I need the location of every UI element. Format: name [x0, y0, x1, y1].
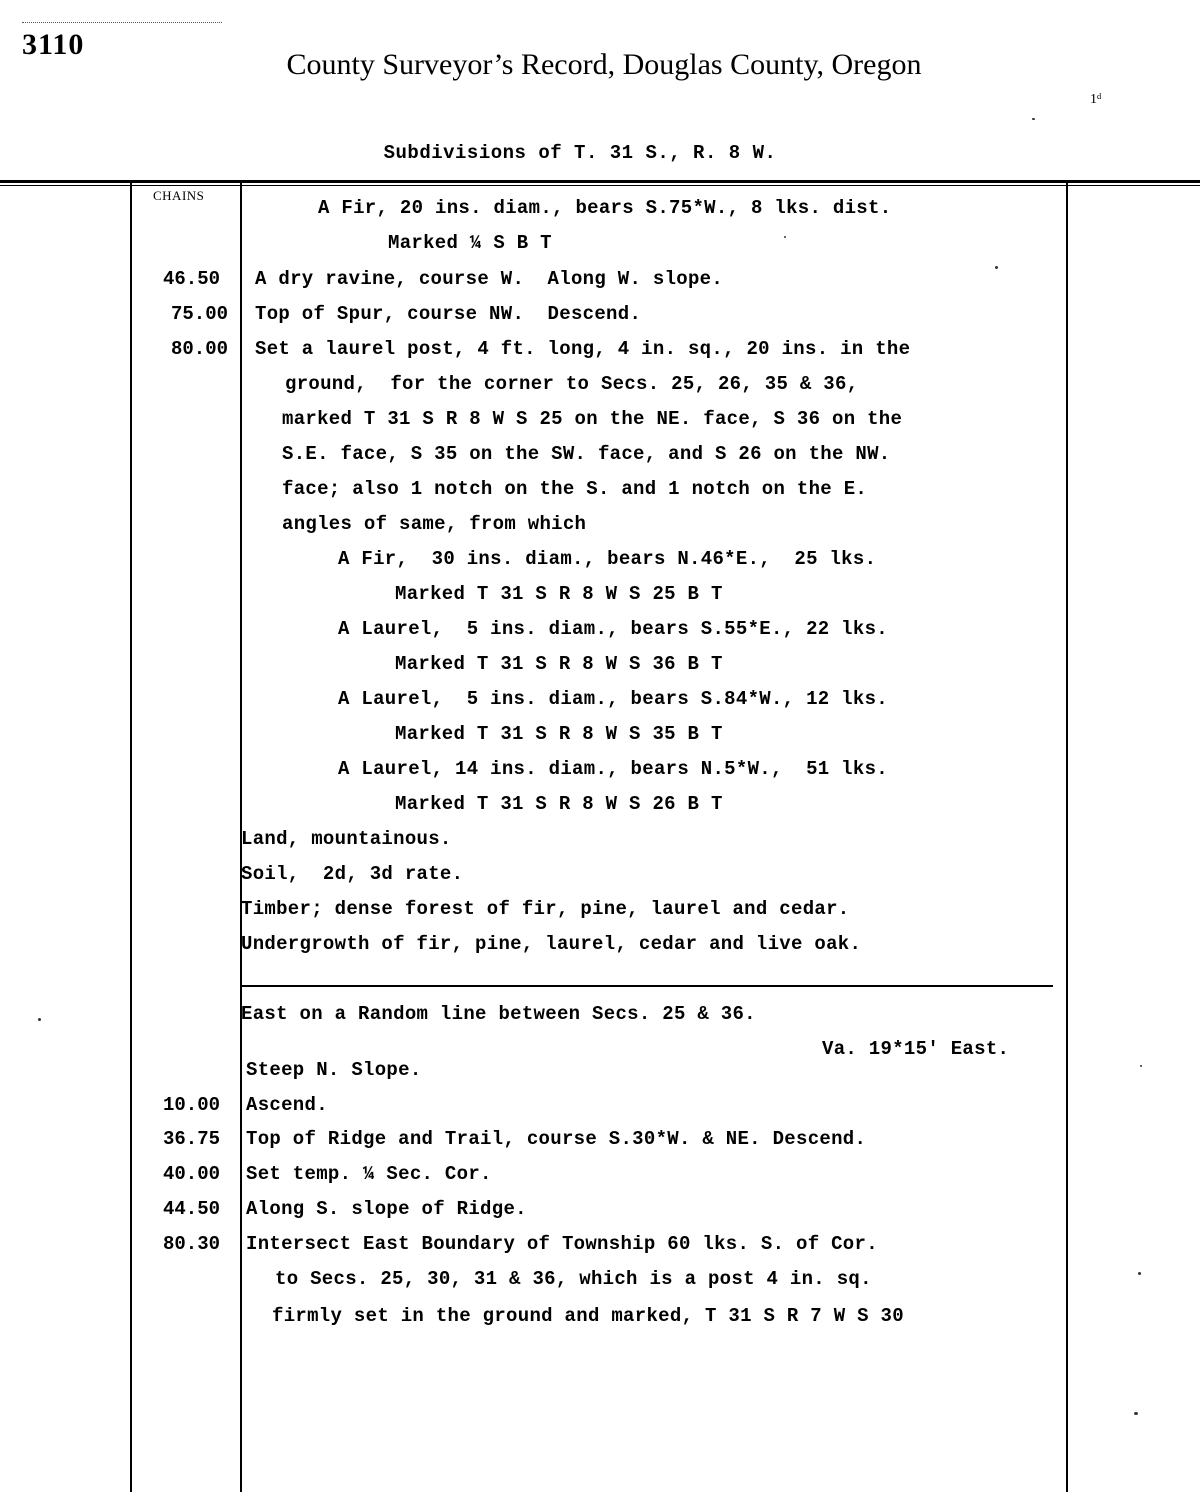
chain-value: 80.00 — [170, 338, 228, 360]
right-column-rule — [1066, 182, 1068, 1492]
record-title: County Surveyor’s Record, Douglas County, Oregon — [286, 48, 922, 81]
field-note-line: A Laurel, 5 ins. diam., bears S.84*W., 12 lks. — [338, 688, 888, 710]
field-note-line: Steep N. Slope. — [246, 1059, 422, 1081]
chains-column-header: CHAINS — [153, 188, 205, 203]
field-note-line: face; also 1 notch on the S. and 1 notch on the E. — [282, 478, 868, 500]
field-note-line: Soil, 2d, 3d rate. — [241, 863, 464, 885]
field-note-line: Top of Spur, course NW. Descend. — [255, 303, 642, 325]
chain-value: 36.75 — [162, 1128, 220, 1150]
field-note-line: East on a Random line between Secs. 25 & 36. — [241, 1003, 756, 1025]
field-note-line: marked T 31 S R 8 W S 25 on the NE. face, S 36 on the — [282, 408, 903, 430]
top-rule — [0, 180, 1200, 183]
variation-note: Va. 19*15' East. — [822, 1038, 1010, 1060]
top-rule-thin — [0, 185, 1200, 186]
field-note-line: Ascend. — [246, 1094, 328, 1116]
corner-mark: 1ᵈ — [1090, 92, 1102, 107]
field-note-line: A Fir, 20 ins. diam., bears S.75*W., 8 lks. dist. — [318, 197, 892, 219]
field-note-line: A Laurel, 5 ins. diam., bears S.55*E., 22 lks. — [338, 618, 888, 640]
field-note-line: to Secs. 25, 30, 31 & 36, which is a post 4 in. sq. — [275, 1268, 872, 1290]
field-note-line: Top of Ridge and Trail, course S.30*W. & NE. Descend. — [246, 1128, 867, 1150]
field-note-line: ground, for the corner to Secs. 25, 26, 35 & 36, — [285, 373, 859, 395]
field-note-line: Land, mountainous. — [241, 828, 452, 850]
chain-value: 10.00 — [162, 1094, 220, 1116]
field-note-line: A dry ravine, course W. Along W. slope. — [255, 268, 724, 290]
field-note-line: Intersect East Boundary of Township 60 lks. S. of Cor. — [246, 1233, 878, 1255]
scan-speck — [784, 236, 786, 238]
field-note-line: firmly set in the ground and marked, T 31 S R 7 W S 30 — [272, 1305, 904, 1327]
scan-speck — [1032, 118, 1035, 120]
chain-value: 75.00 — [170, 303, 228, 325]
left-column-rule — [130, 182, 132, 1492]
field-note-line: Undergrowth of fir, pine, laurel, cedar and live oak. — [241, 933, 862, 955]
field-note-line: Set temp. ¼ Sec. Cor. — [246, 1163, 492, 1185]
field-note-line: A Fir, 30 ins. diam., bears N.46*E., 25 lks. — [338, 548, 877, 570]
scan-speck — [1134, 1412, 1138, 1415]
scan-speck — [995, 266, 998, 269]
field-note-line: Marked T 31 S R 8 W S 35 B T — [395, 723, 723, 745]
chain-value: 80.30 — [162, 1233, 220, 1255]
field-note-line: Marked ¼ S B T — [388, 232, 552, 254]
section-divider — [240, 985, 1053, 987]
chain-value: 44.50 — [162, 1198, 220, 1220]
field-note-line: angles of same, from which — [282, 513, 587, 535]
field-note-line: Marked T 31 S R 8 W S 25 B T — [395, 583, 723, 605]
field-note-line: A Laurel, 14 ins. diam., bears N.5*W., 51 lks. — [338, 758, 888, 780]
field-note-line: Marked T 31 S R 8 W S 36 B T — [395, 653, 723, 675]
chain-value: 46.50 — [162, 268, 220, 290]
chain-value: 40.00 — [162, 1163, 220, 1185]
scan-speck — [1140, 1065, 1142, 1067]
scan-speck — [38, 1018, 41, 1021]
field-note-line: Set a laurel post, 4 ft. long, 4 in. sq., 20 ins. in the — [255, 338, 911, 360]
page-number: 3110 — [22, 28, 85, 61]
scan-speck — [1138, 1272, 1141, 1275]
field-note-line: Timber; dense forest of fir, pine, laurel and cedar. — [241, 898, 850, 920]
field-note-line: Marked T 31 S R 8 W S 26 B T — [395, 793, 723, 815]
field-note-line: S.E. face, S 35 on the SW. face, and S 26 on the NW. — [282, 443, 891, 465]
field-note-line: Along S. slope of Ridge. — [246, 1198, 527, 1220]
subdivision-heading: Subdivisions of T. 31 S., R. 8 W. — [383, 142, 777, 164]
